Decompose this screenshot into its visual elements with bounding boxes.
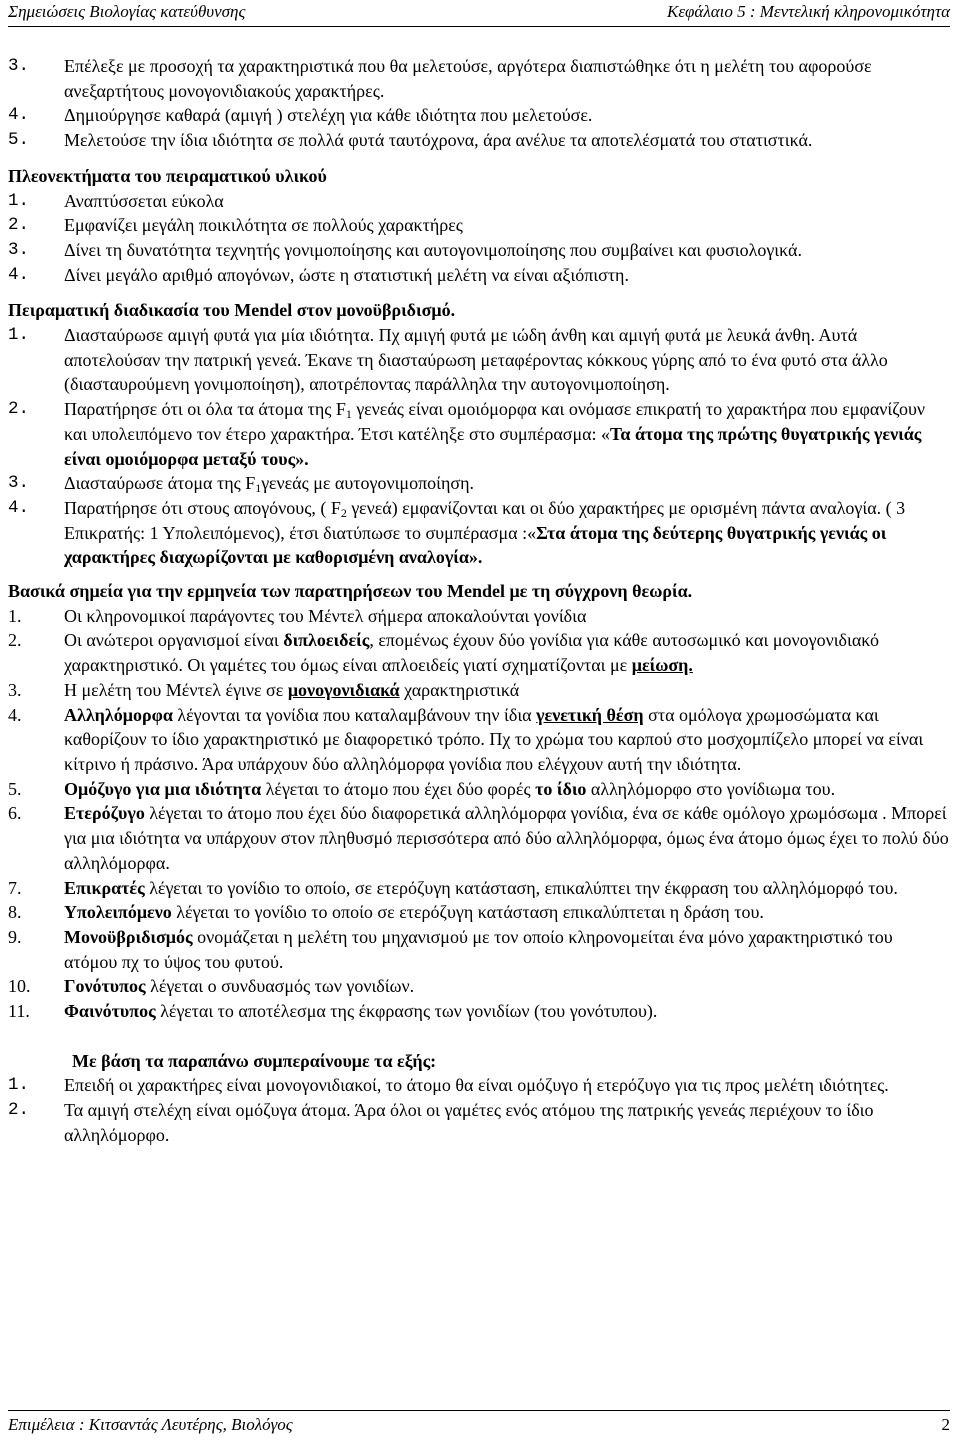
list-item: [8, 678, 950, 703]
text-part: γενεάς είναι ομοιόμορφα και ονόμασε επικρατή το χαρακτήρα που εμφανίζουν και υπολειπόμενο τον έτερο χαρακτήρα. Έτσι κατέληξε στο συμπέρασμα: «: [64, 399, 926, 444]
item-text: [64, 876, 950, 901]
term-bold: Ετερόζυγο: [64, 803, 145, 824]
text-part: αλληλόμορφο στο γονίδιωμα του.: [586, 778, 836, 799]
item-number: 2.: [8, 630, 22, 651]
term-bold: Γονότυπος: [64, 976, 146, 997]
item-number: 3.: [8, 473, 30, 494]
text-part: Παρατήρησε ότι οι όλα τα άτομα της F: [64, 399, 346, 420]
item-number: 3.: [8, 679, 22, 700]
item-number: 1.: [8, 1075, 30, 1096]
conclusion-bold: Τα άτομα της πρώτης θυγατρικής γενιάς είναι ομοιόμορφα μεταξύ τους».: [64, 423, 922, 469]
item-number: 2.: [8, 399, 30, 420]
list-item: [8, 471, 950, 496]
page-header: [8, 2, 950, 27]
text-part: λέγεται το αποτέλεσμα της έκφρασης των γονιδίων (του γονότυπου).: [155, 1001, 658, 1022]
term-bold-underlined: γενετική θέση: [536, 704, 644, 725]
text-part: λέγεται το γονίδιο το οποίο, σε ετερόζυγη κατάσταση, επικαλύπτει την έκφραση του αλληλόμορφό του.: [144, 877, 898, 898]
term-bold-underlined: μείωση.: [631, 655, 693, 676]
item-number: 4.: [8, 497, 30, 518]
item-text: Δημιούργησε καθαρά (αμιγή ) στελέχη για κάθε ιδιότητα που μελετούσε.: [64, 105, 593, 126]
item-text: [64, 471, 950, 496]
procedure-heading: Πειραματική διαδικασία του Mendel στον μονοϋβριδισμό.: [8, 300, 456, 321]
list-item: [8, 397, 950, 471]
list-item: [8, 128, 950, 153]
item-text: Εμφανίζει μεγάλη ποικιλότητα σε πολλούς χαρακτήρες: [64, 215, 463, 236]
term-bold-underlined: μονογονιδιακά: [287, 679, 400, 700]
text-part: Διασταύρωσε άτομα της F: [64, 473, 256, 494]
term-bold: το ίδιο: [535, 778, 587, 799]
keypoints-heading: Βασικά σημεία για την ερμηνεία των παρατηρήσεων του Mendel με τη σύγχρονη θεωρία.: [8, 581, 693, 602]
item-number: 2.: [8, 215, 30, 236]
item-text: Μελετούσε την ίδια ιδιότητα σε πολλά φυτά ταυτόχρονα, άρα ανέλυε τα αποτελέσματά του στατιστικά.: [64, 130, 813, 151]
item-text: [64, 777, 950, 802]
item-number: 7.: [8, 877, 22, 898]
item-number: 4.: [8, 105, 30, 126]
keypoints-list: [8, 604, 950, 1024]
conclusions-list: [8, 1073, 950, 1147]
list-item: [8, 263, 950, 288]
item-text: Διασταύρωσε αμιγή φυτά για μία ιδιότητα. Πχ αμιγή φυτά με ιώδη άνθη και αμιγή φυτά με λευκά άνθη. Αυτά αποτελούσαν την πατρική γενεά. Έκανε τη διασταύρωση μεταφέροντας κόκκους γύρης από το ένα φυτό στα άλλο (διασταυρούμενη γονιμοποίηση), αποτρέποντας παράλληλα την αυτογονιμοποίηση.: [64, 325, 888, 395]
text-part: Η μελέτη του Μέντελ έγινε σε: [64, 679, 288, 700]
text-part: λέγεται το γονίδιο το οποίο σε ετερόζυγη κατάσταση επικαλύπτεται η δράση του.: [171, 902, 764, 923]
item-text: Τα αμιγή στελέχη είναι ομόζυγα άτομα. Άρα όλοι οι γαμέτες ενός ατόμου της πατρικής γενεάς περιέχουν το ίδιο αλληλόμορφο.: [64, 1100, 874, 1145]
item-number: 3.: [8, 239, 30, 260]
list-item: [8, 974, 950, 999]
text-part: λέγεται το άτομο που έχει δύο φορές: [261, 778, 536, 799]
item-number: 10.: [8, 976, 31, 997]
item-number: 4.: [8, 704, 22, 725]
item-text: [64, 703, 950, 777]
item-number: 1.: [8, 605, 22, 626]
text-part: , επομένως έχουν δύο γονίδια για κάθε αυτοσωμικό και μονογονιδιακό χαρακτηριστικό. Οι γαμέτες του όμως είναι απλοειδείς γιατί σχηματίζονται με: [64, 630, 879, 676]
advantages-list: [8, 189, 950, 288]
item-number: 5.: [8, 778, 22, 799]
list-item: [8, 777, 950, 802]
list-item: [8, 925, 950, 974]
list-item: [8, 54, 950, 103]
generation-subscript: 2: [340, 505, 347, 520]
item-number: 1.: [8, 325, 30, 346]
item-text: [64, 801, 950, 875]
page-content: [8, 54, 950, 1148]
item-number: 2.: [8, 1100, 30, 1121]
list-item: [8, 628, 950, 677]
item-text: [64, 974, 950, 999]
list-item: [8, 801, 950, 875]
term-bold: Αλληλόμορφα: [64, 704, 173, 725]
item-text: Δίνει μεγάλο αριθμό απογόνων, ώστε η στατιστική μελέτη να είναι αξιόπιστη.: [64, 264, 629, 285]
item-number: 6.: [8, 803, 22, 824]
conclusion-bold: Στα άτομα της δεύτερης θυγατρικής γενιάς οι χαρακτήρες διαχωρίζονται με καθορισμένη αναλογία».: [64, 522, 887, 568]
text-part: γενεάς με αυτογονιμοποίηση.: [261, 473, 475, 494]
text-part: χαρακτηριστικά: [399, 679, 520, 700]
list-item: [8, 189, 950, 214]
item-text: [64, 678, 950, 703]
list-item: [8, 703, 950, 777]
page-footer: [8, 1410, 950, 1439]
page-number: 2: [941, 1415, 950, 1434]
list-item: [8, 323, 950, 397]
text-part: λέγεται ο συνδυασμός των γονιδίων.: [145, 976, 415, 997]
list-item: [8, 999, 950, 1024]
list-item: [8, 238, 950, 263]
intro-list: [8, 54, 950, 153]
term-bold: Ομόζυγο για μια ιδιότητα: [64, 778, 262, 799]
list-item: [8, 1098, 950, 1147]
conclusions-heading: Με βάση τα παραπάνω συμπεραίνουμε τα εξής:: [72, 1050, 437, 1071]
header-course-title: Σημειώσεις Βιολογίας κατεύθυνσης: [8, 2, 246, 21]
item-text: Επέλεξε με προσοχή τα χαρακτηριστικά που θα μελετούσε, αργότερα διαπιστώθηκε ότι η μελέτη του αφορούσε ανεξαρτήτους μονογονιδιακούς χαρακτήρες.: [64, 56, 872, 101]
list-item: [8, 900, 950, 925]
term-bold: Μονοϋβριδισμός: [64, 926, 193, 947]
list-item: [8, 213, 950, 238]
list-item: [8, 876, 950, 901]
item-text: [64, 925, 950, 974]
text-part: λέγεται το άτομο που έχει δύο διαφορετικά αλληλόμορφα γονίδια, ένα σε κάθε ομόλογο χρωμόσωμα . Μπορεί για μια ιδιότητα να υπάρχουν στον πληθυσμό περισσότερα από δύο αλληλόμορφα, όμως ένα άτομο όμως έχει το πολύ δύο αλληλόμορφα.: [64, 803, 949, 873]
item-text: Δίνει τη δυνατότητα τεχνητής γονιμοποίησης και αυτογονιμοποίησης που συμβαίνει και φυσιολογικά.: [64, 239, 802, 260]
procedure-list: [8, 323, 950, 570]
text-part: γενεά) εμφανίζονται και οι δύο χαρακτήρες με ορισμένη πάντα αναλογία. ( 3 Επικρατής: 1 Υπολειπόμενος), έτσι διατύπωσε το συμπέρασμα :«: [64, 497, 906, 543]
item-number: 1.: [8, 190, 30, 211]
header-chapter-title: Κεφάλαιο 5 : Μεντελική κληρονομικότητα: [666, 2, 950, 21]
text-part: στα ομόλογα χρωμοσώματα και καθορίζουν το ίδιο χαρακτηριστικό με διαφορετικό τρόπο. Πχ το χρώμα του καρπού στο μοσχομπίζελο μπορεί να είναι κίτρινο ή πράσινο. Άρα υπάρχουν δύο αλληλόμορφα γονίδια που ελέγχουν αυτή την ιδιότητα.: [64, 704, 924, 774]
text-part: Οι ανώτεροι οργανισμοί είναι: [64, 630, 284, 651]
item-number: 9.: [8, 926, 22, 947]
item-text: [64, 496, 950, 570]
generation-subscript: 1: [345, 407, 352, 422]
term-bold: Επικρατές: [64, 877, 145, 898]
item-number: 4.: [8, 264, 30, 285]
item-number: 11.: [8, 1001, 30, 1022]
item-text: [64, 900, 950, 925]
list-item: [8, 604, 950, 629]
list-item: [8, 103, 950, 128]
item-number: 3.: [8, 56, 30, 76]
list-item: [8, 1073, 950, 1098]
term-bold: Φαινότυπος: [64, 1001, 156, 1022]
item-number: 8.: [8, 902, 22, 923]
item-text: [64, 628, 950, 677]
generation-subscript: 1: [255, 481, 262, 496]
advantages-heading: Πλεονεκτήματα του πειραματικού υλικού: [8, 165, 327, 186]
text-part: λέγονται τα γονίδια που καταλαμβάνουν την ίδια: [172, 704, 537, 725]
item-text: Οι κληρονομικοί παράγοντες του Μέντελ σήμερα αποκαλούνται γονίδια: [64, 605, 587, 626]
text-part: Παρατήρησε ότι στους απογόνους, ( F: [64, 497, 341, 518]
item-number: 5.: [8, 130, 30, 151]
term-bold: Υπολειπόμενο: [64, 902, 172, 923]
text-part: ονομάζεται η μελέτη του μηχανισμού με τον οποίο κληρονομείται ένα μόνο χαρακτηριστικό του ατόμου πχ το ύψος του φυτού.: [64, 926, 893, 972]
footer-author: Επιμέλεια : Κιτσαντάς Λευτέρης, Βιολόγος: [8, 1415, 293, 1434]
list-item: [8, 496, 950, 570]
item-text: Αναπτύσσεται εύκολα: [64, 190, 224, 211]
item-text: Επειδή οι χαρακτήρες είναι μονογονιδιακοί, το άτομο θα είναι ομόζυγο ή ετερόζυγο για τις προς μελέτη ιδιότητες.: [64, 1075, 889, 1096]
item-text: [64, 397, 950, 471]
item-text: [64, 999, 950, 1024]
term-bold: διπλοειδείς: [283, 630, 370, 651]
